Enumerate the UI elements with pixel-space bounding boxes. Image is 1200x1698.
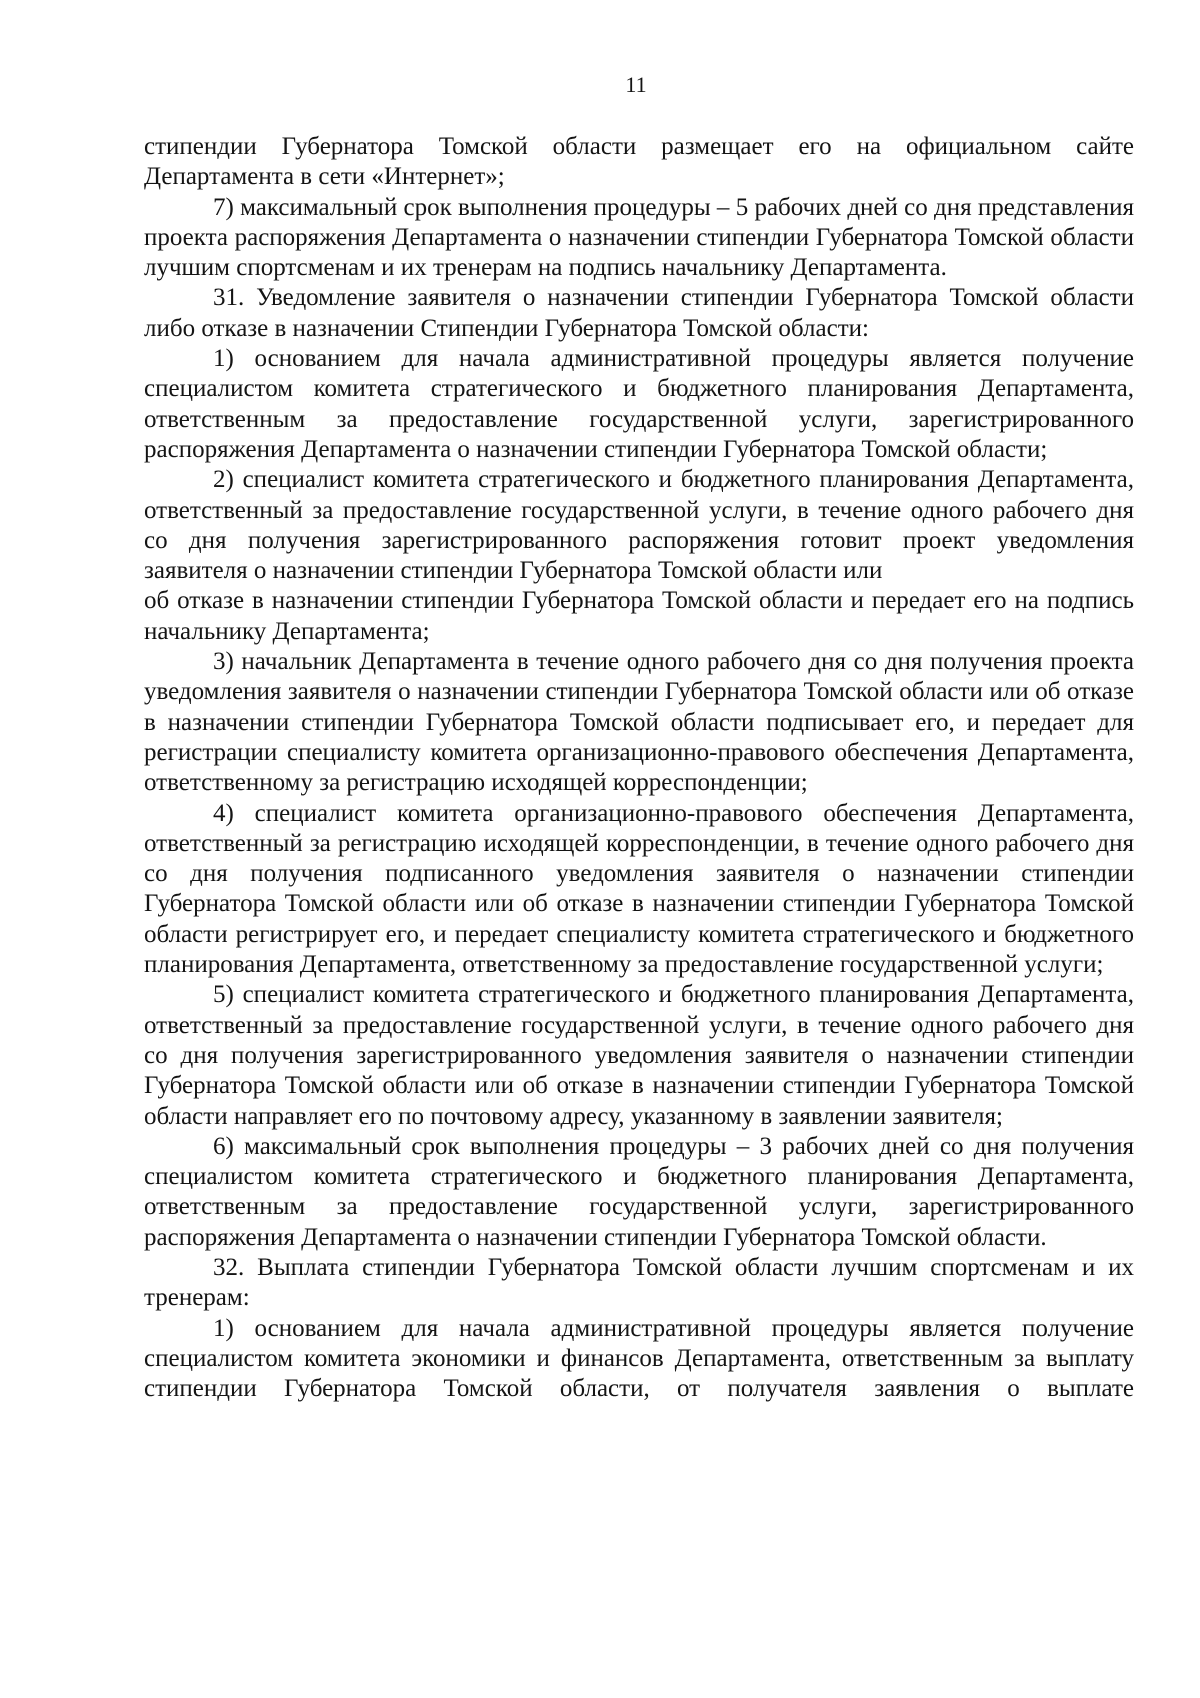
paragraph-section-32: 32. Выплата стипендии Губернатора Томской области лучшим спортсменам и их тренерам: xyxy=(144,1253,1134,1312)
paragraph-item-31-1: 1) основанием для начала административной процедуры является получение специалистом комитета стратегического и бюджетного планирования Департамента, ответственным за предоставление государственной услуги, зарегистрированного распоряжения Департамента о назначении стипендии Губернатора Томской области; xyxy=(144,345,1134,463)
paragraph-item-31-6: 6) максимальный срок выполнения процедуры – 3 рабочих дней со дня получения специалистом комитета стратегического и бюджетного планирования Департамента, ответственным за предоставление государственной услуги, зарегистрированного распоряжения Департамента о назначении стипендии Губернатора Томской области. xyxy=(144,1132,1134,1251)
paragraph-item-31-2: 2) специалист комитета стратегического и бюджетного планирования Департамента, ответственный за предоставление государственной услуги, в течение одного рабочего дня со дня получения зарегистрированного распоряжения готовит проект уведомления заявителя о назначении стипендии Губернатора Томской области или xyxy=(144,466,1134,585)
paragraph-item-32-1: 1) основанием для начала административной процедуры является получение специалистом комитета экономики и финансов Департамента, ответственным за выплату стипендии Губернатора Томской области, от получателя заявления о выплате xyxy=(144,1314,1134,1403)
paragraph-section-31: 31. Уведомление заявителя о назначении стипендии Губернатора Томской области либо отказе в назначении Стипендии Губернатора Томской области: xyxy=(144,284,1134,342)
paragraph-item-30-7: 7) максимальный срок выполнения процедуры – 5 рабочих дней со дня представления проекта распоряжения Департамента о назначении стипендии Губернатора Томской области лучшим спортсменам и их тренерам на подпись начальнику Департамента. xyxy=(144,193,1134,282)
paragraph-item-31-4: 4) специалист комитета организационно-правового обеспечения Департамента, ответственный за регистрацию исходящей корреспонденции, в течение одного рабочего дня со дня получения подписанного уведомления заявителя о назначении стипендии Губернатора Томской области или об отказе в назначении стипендии Губернатора Томской области регистрирует его, и передает специалисту комитета стратегического и бюджетного планирования Департамента, ответственному за предоставление государственной услуги; xyxy=(144,799,1134,979)
paragraph-item-31-3: 3) начальник Департамента в течение одного рабочего дня со дня получения проекта уведомления заявителя о назначении стипендии Губернатора Томской области или об отказе в назначении стипендии Губернатора Томской области подписывает его, и передает для регистрации специалисту комитета организационно-правового обеспечения Департамента, ответственному за регистрацию исходящей корреспонденции; xyxy=(144,648,1134,797)
page-number: 11 xyxy=(625,72,647,97)
paragraph-item-31-5: 5) специалист комитета стратегического и бюджетного планирования Департамента, ответственный за предоставление государственной услуги, в течение одного рабочего дня со дня получения зарегистрированного уведомления заявителя о назначении стипендии Губернатора Томской области или об отказе в назначении стипендии Губернатора Томской области направляет его по почтовому адресу, указанному в заявлении заявителя; xyxy=(144,981,1134,1130)
document-body xyxy=(144,132,1134,1404)
paragraph-continuation: стипендии Губернатора Томской области размещает его на официальном сайте Департамента в сети «Интернет»; xyxy=(144,133,1134,191)
paragraph-item-31-2-continued: об отказе в назначении стипендии Губернатора Томской области и передает его на подпись начальнику Департамента; xyxy=(144,587,1134,645)
